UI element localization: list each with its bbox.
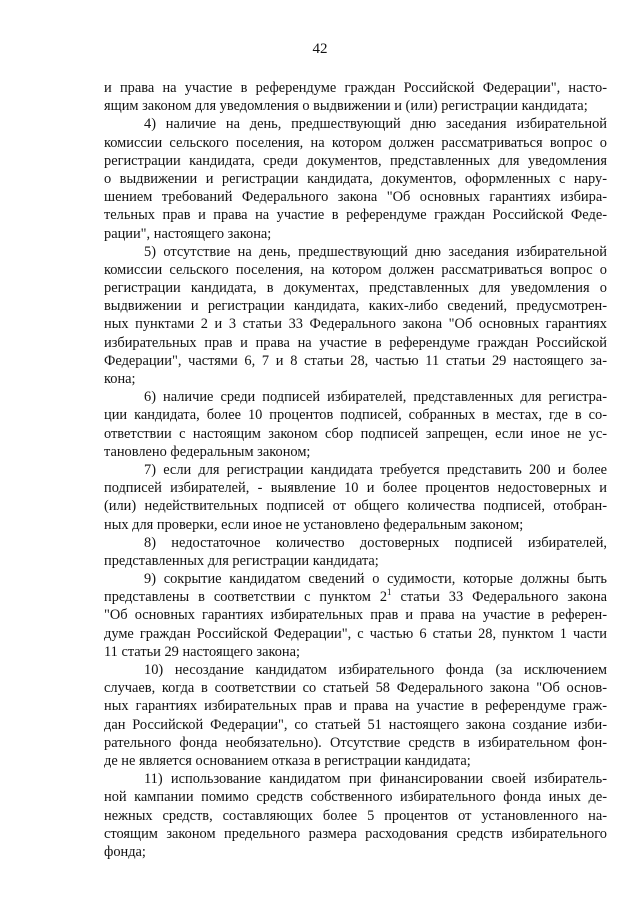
text-line: комиссии сельского поселения, на котором должен рассматриваться вопрос о [104, 134, 607, 151]
text-line: 11 статьи 29 настоящего закона; [104, 643, 300, 660]
text-line: тановлено федеральным законом; [104, 443, 311, 460]
text-line: подписей избирателей, - выявление 10 и более процентов недостоверных и [104, 480, 607, 497]
text-line: ной кампании помимо средств собственного избирательного фонда иных де- [104, 789, 607, 806]
text-line: 5) отсутствие на день, предшествующий дню заседания избирательной [144, 243, 607, 260]
text-line: Федерации", частями 6, 7 и 8 статьи 28, частью 11 статьи 29 настоящего за- [104, 352, 607, 369]
text-line: ных для проверки, если иное не установлено федеральным законом; [104, 516, 524, 533]
paragraph-p9 [104, 570, 607, 661]
text-line: 6) наличие среди подписей избирателей, представленных для регистра- [144, 389, 607, 406]
text-line: тельных прав и права на участие в референдуме граждан Российской Феде- [104, 207, 607, 224]
text-line: случаев, когда в соответствии со статьей 58 Федерального закона "Об основ- [104, 680, 607, 697]
paragraph-p10 [104, 661, 607, 770]
text-line: шением требований Федерального закона "Об основных гарантиях избира- [104, 189, 607, 206]
text-line: избирательных прав и права на участие в референдуме граждан Российской [104, 334, 607, 351]
text-line: регистрации кандидата, в документах, представленных для уведомления о [104, 280, 607, 297]
text-line: "Об основных гарантиях избирательных прав и права на участие в референ- [104, 607, 607, 624]
text-line: 4) наличие на день, предшествующий дню заседания избирательной [144, 116, 607, 133]
paragraph-p7 [104, 461, 607, 534]
text-line: де не является основанием отказа в регистрации кандидата; [104, 752, 471, 769]
paragraph-p8 [104, 534, 607, 570]
text-line: о выдвижении и регистрации кандидата, документов, оформленных с нару- [104, 170, 607, 187]
text-line: (или) недействительных подписей от общего количества подписей, отобран- [104, 498, 607, 515]
text-line: дан Российской Федерации", со статьей 51 настоящего закона создание изби- [104, 716, 607, 733]
text-line: кона; [104, 371, 136, 387]
paragraph-p11 [104, 770, 607, 861]
text-line: ции кандидата, более 10 процентов подписей, собранных в местах, где в со- [104, 407, 607, 424]
text-line: 11) использование кандидатом при финансировании своей избиратель- [144, 771, 607, 788]
text-line: и права на участие в референдуме граждан Российской Федерации", насто- [104, 80, 607, 96]
paragraph-p4 [104, 115, 607, 242]
text-line: фонда; [104, 843, 146, 860]
text-line: ответствии с настоящим законом сбор подписей запрещен, если иное не ус- [104, 425, 607, 442]
paragraph-p5 [104, 243, 607, 389]
text-line: комиссии сельского поселения, на котором должен рассматриваться вопрос о [104, 261, 607, 278]
text-line: 7) если для регистрации кандидата требуется представить 200 и более [144, 461, 607, 478]
page-number: 42 [312, 41, 328, 57]
document-body [104, 79, 607, 861]
text-line: 10) несоздание кандидатом избирательного фонда (за исключением [144, 662, 607, 678]
text-line: рательного фонда необязательно). Отсутствие средств в избирательном фон- [104, 734, 607, 751]
text-line: ящим законом для уведомления о выдвижении и (или) регистрации кандидата; [104, 98, 588, 115]
text-line: 9) сокрытие кандидатом сведений о судимости, которые должны быть [144, 571, 607, 588]
text-line: нежных средств, составляющих более 5 процентов от установленного на- [104, 807, 607, 824]
text-line: представлены в соответствии с пунктом $2^1$ статьи 33 Федерального закона [104, 588, 607, 606]
paragraph-p0 [104, 79, 607, 115]
text-line: ных гарантиях избирательных прав и права на участие в референдуме граж- [104, 698, 607, 715]
text-line: представленных для регистрации кандидата; [104, 552, 379, 569]
text-line: думе граждан Российской Федерации", с частью 6 статьи 28, пунктом 1 части [104, 625, 607, 642]
paragraph-p6 [104, 388, 607, 461]
text-line: стоящим законом предельного размера расходования средств избирательного [104, 825, 607, 842]
text-line: регистрации кандидата, среди документов, представленных для уведомления [104, 152, 607, 169]
text-line: рации", настоящего закона; [104, 225, 272, 242]
text-line: выдвижении и регистрации кандидата, каких-либо сведений, предусмотрен- [104, 298, 607, 315]
text-line: 8) недостаточное количество достоверных подписей избирателей, [144, 534, 607, 551]
text-line: ных пунктами 2 и 3 статьи 33 Федерального закона "Об основных гарантиях [104, 316, 607, 333]
